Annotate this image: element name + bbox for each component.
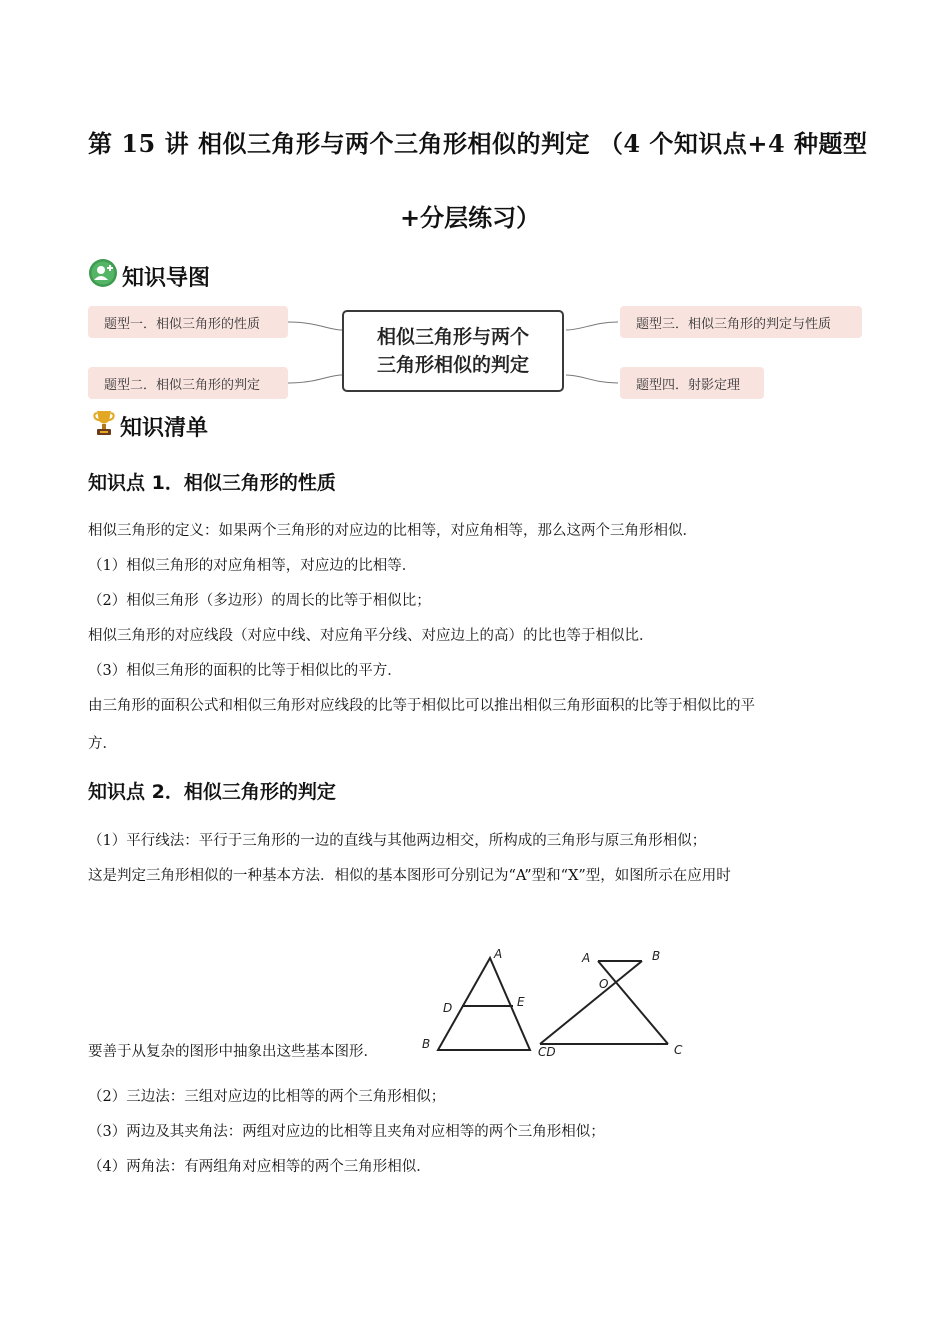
- similar-triangles-figure: [418, 944, 690, 1062]
- mindmap-heading: [88, 258, 210, 294]
- x-type-label-cd: CD: [538, 1045, 556, 1059]
- kp1-paragraph-7: 方．: [88, 736, 117, 752]
- mindmap-center-line1: 相似三角形与两个: [376, 326, 529, 348]
- x-type-label-o: O: [599, 977, 609, 991]
- kp1-paragraph-2: （1）相似三角形的对应角相等，对应边的比相等．: [88, 558, 417, 574]
- kp2-paragraph-1: （1）平行线法：平行于三角形的一边的直线与其他两边相交，所构成的三角形与原三角形相似；: [88, 833, 707, 849]
- mindmap-node-type1: 题型一．相似三角形的性质: [88, 306, 288, 338]
- a-type-label-b: B: [422, 1037, 431, 1051]
- mindmap-node-type4: 题型四．射影定理: [620, 367, 764, 399]
- user-add-icon: [88, 258, 118, 294]
- mindmap-heading-label: 知识导图: [122, 265, 211, 291]
- mindmap-node-type2: 题型二．相似三角形的判定: [88, 367, 288, 399]
- x-type-figure: [538, 949, 683, 1059]
- checklist-heading-label: 知识清单: [120, 415, 209, 441]
- kp2-paragraph-5: （3）两边及其夹角法：两组对应边的比相等且夹角对应相等的两个三角形相似；: [88, 1124, 605, 1140]
- kp1-paragraph-3: （2）相似三角形（多边形）的周长的比等于相似比；: [88, 593, 431, 609]
- kp2-paragraph-3: 要善于从复杂的图形中抽象出这些基本图形．: [88, 1044, 378, 1060]
- a-type-label-d: D: [443, 1001, 453, 1015]
- mindmap-node-type3: 题型三．相似三角形的判定与性质: [620, 306, 862, 338]
- x-type-label-c: C: [674, 1043, 683, 1057]
- kp1-paragraph-5: （3）相似三角形的面积的比等于相似比的平方．: [88, 663, 402, 679]
- kp2-paragraph-6: （4）两角法：有两组角对应相等的两个三角形相似．: [88, 1159, 431, 1175]
- kp1-heading: 知识点 1．相似三角形的性质: [88, 472, 336, 494]
- a-type-label-e: E: [517, 995, 525, 1009]
- document-title-line1: 第 15 讲 相似三角形与两个三角形相似的判定 （4 个知识点+4 种题型: [88, 129, 868, 158]
- mindmap-center-line2: 三角形相似的判定: [376, 354, 529, 376]
- document-title-line2: +分层练习）: [400, 203, 541, 232]
- checklist-heading: [92, 408, 208, 444]
- x-type-label-a: A: [582, 951, 591, 965]
- a-type-label-a: A: [494, 947, 503, 961]
- kp2-heading: 知识点 2．相似三角形的判定: [88, 781, 336, 803]
- x-type-label-b: B: [652, 949, 661, 963]
- kp1-paragraph-4: 相似三角形的对应线段（对应中线、对应角平分线、对应边上的高）的比也等于相似比．: [88, 628, 654, 644]
- trophy-icon: [92, 408, 116, 444]
- kp1-paragraph-1: 相似三角形的定义：如果两个三角形的对应边的比相等，对应角相等，那么这两个三角形相似．: [88, 523, 697, 539]
- kp2-paragraph-2: 这是判定三角形相似的一种基本方法．相似的基本图形可分别记为“A”型和“X”型，如图所示在应用时: [88, 868, 731, 884]
- a-type-figure: [422, 947, 530, 1051]
- kp2-paragraph-4: （2）三边法：三组对应边的比相等的两个三角形相似；: [88, 1089, 446, 1105]
- mindmap-center-node: [342, 310, 564, 392]
- kp1-paragraph-6: 由三角形的面积公式和相似三角形对应线段的比等于相似比可以推出相似三角形面积的比等于相似比的平: [88, 698, 755, 714]
